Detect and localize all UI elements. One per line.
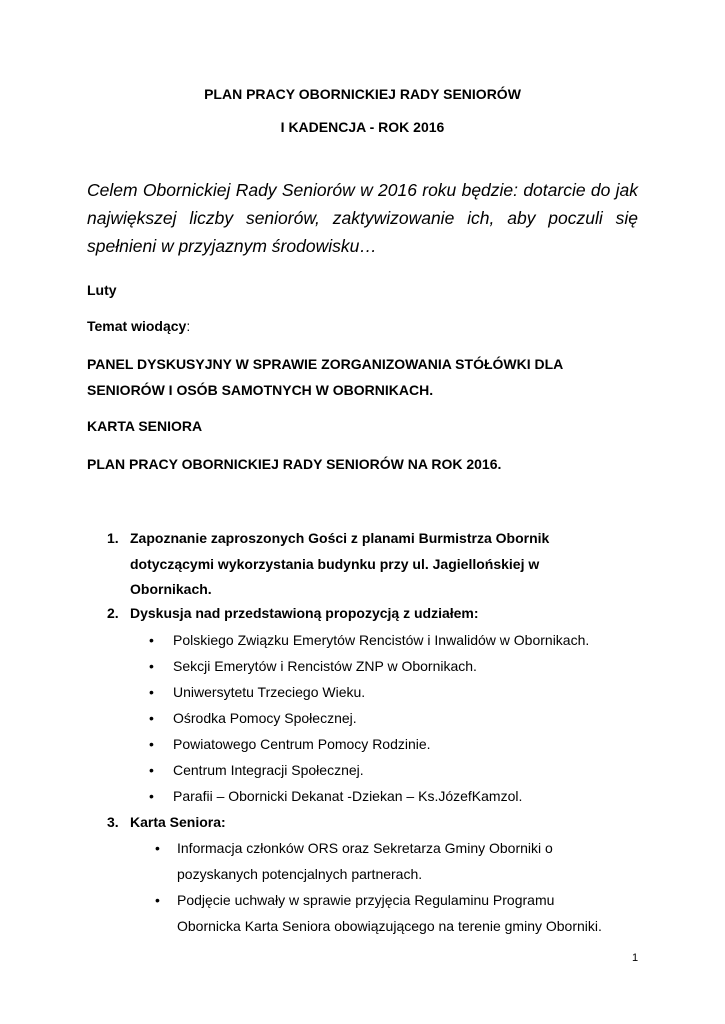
intro-paragraph xyxy=(87,176,638,260)
panel-heading-line: PANEL DYSKUSYJNY W SPRAWIE ZORGANIZOWANIA STÓŁÓWKI DLA xyxy=(87,356,564,372)
bullet-icon: • xyxy=(149,632,154,648)
panel-heading-line: SENIORÓW I OSÓB SAMOTNYCH W OBORNIKACH. xyxy=(87,382,434,398)
plan-heading: PLAN PRACY OBORNICKIEJ RADY SENIORÓW NA ROK 2016. xyxy=(87,456,502,472)
bullet-icon: • xyxy=(149,762,154,778)
list-item-text: Karta Seniora: xyxy=(130,814,226,830)
topic-label xyxy=(87,318,190,336)
list-item: Centrum Integracji Społecznej. xyxy=(173,762,364,778)
document-subtitle: I KADENCJA - ROK 2016 xyxy=(280,119,445,135)
page-number: 1 xyxy=(632,952,639,964)
topic-colon: : xyxy=(186,318,191,334)
list-number: 1. xyxy=(107,530,119,546)
list-item-text: Dyskusja nad przedstawioną propozycją z udziałem: xyxy=(130,605,479,621)
list-item: Informacja członków ORS oraz Sekretarza Gminy Oborniki o xyxy=(177,840,553,856)
bullet-icon: • xyxy=(149,684,154,700)
intro-line: największej liczby seniorów, zaktywizowanie ich, aby poczuli się xyxy=(87,208,638,228)
bullet-icon: • xyxy=(149,710,154,726)
bullet-icon: • xyxy=(149,788,154,804)
list-item: Ośrodka Pomocy Społecznej. xyxy=(173,710,357,726)
document-title: PLAN PRACY OBORNICKIEJ RADY SENIORÓW xyxy=(204,86,521,102)
list-item-text: Obornikach. xyxy=(130,581,212,597)
month-label: Luty xyxy=(87,282,117,298)
list-item: Parafii – Obornicki Dekanat -Dziekan – Ks.JózefKamzol. xyxy=(173,788,523,804)
list-item-continuation: pozyskanych potencjalnych partnerach. xyxy=(177,866,423,882)
bullet-icon: • xyxy=(149,736,154,752)
list-item-text: dotyczącymi wykorzystania budynku przy ul. Jagiellońskiej w xyxy=(130,556,540,572)
list-number: 2. xyxy=(107,605,119,621)
list-item-continuation: Obornicka Karta Seniora obowiązującego na terenie gminy Oborniki. xyxy=(177,918,602,934)
intro-line: spełnieni w przyjaznym środowisku… xyxy=(87,236,377,256)
bullet-icon: • xyxy=(149,658,154,674)
intro-line: Celem Obornickiej Rady Seniorów w 2016 roku będzie: dotarcie do jak xyxy=(87,180,638,200)
list-number: 3. xyxy=(107,814,119,830)
list-item: Sekcji Emerytów i Rencistów ZNP w Obornikach. xyxy=(173,658,477,674)
list-item-text: Zapoznanie zaproszonych Gości z planami Burmistrza Obornik xyxy=(130,530,550,546)
bullet-icon: • xyxy=(155,892,160,908)
list-item: Powiatowego Centrum Pomocy Rodzinie. xyxy=(173,736,431,752)
karta-seniora-heading: KARTA SENIORA xyxy=(87,418,203,434)
topic-label-text: Temat wiodący xyxy=(87,318,187,334)
bullet-icon: • xyxy=(155,840,160,856)
list-item: Polskiego Związku Emerytów Rencistów i Inwalidów w Obornikach. xyxy=(173,632,590,648)
list-item: Podjęcie uchwały w sprawie przyjęcia Regulaminu Programu xyxy=(177,892,555,908)
list-item: Uniwersytetu Trzeciego Wieku. xyxy=(173,684,366,700)
